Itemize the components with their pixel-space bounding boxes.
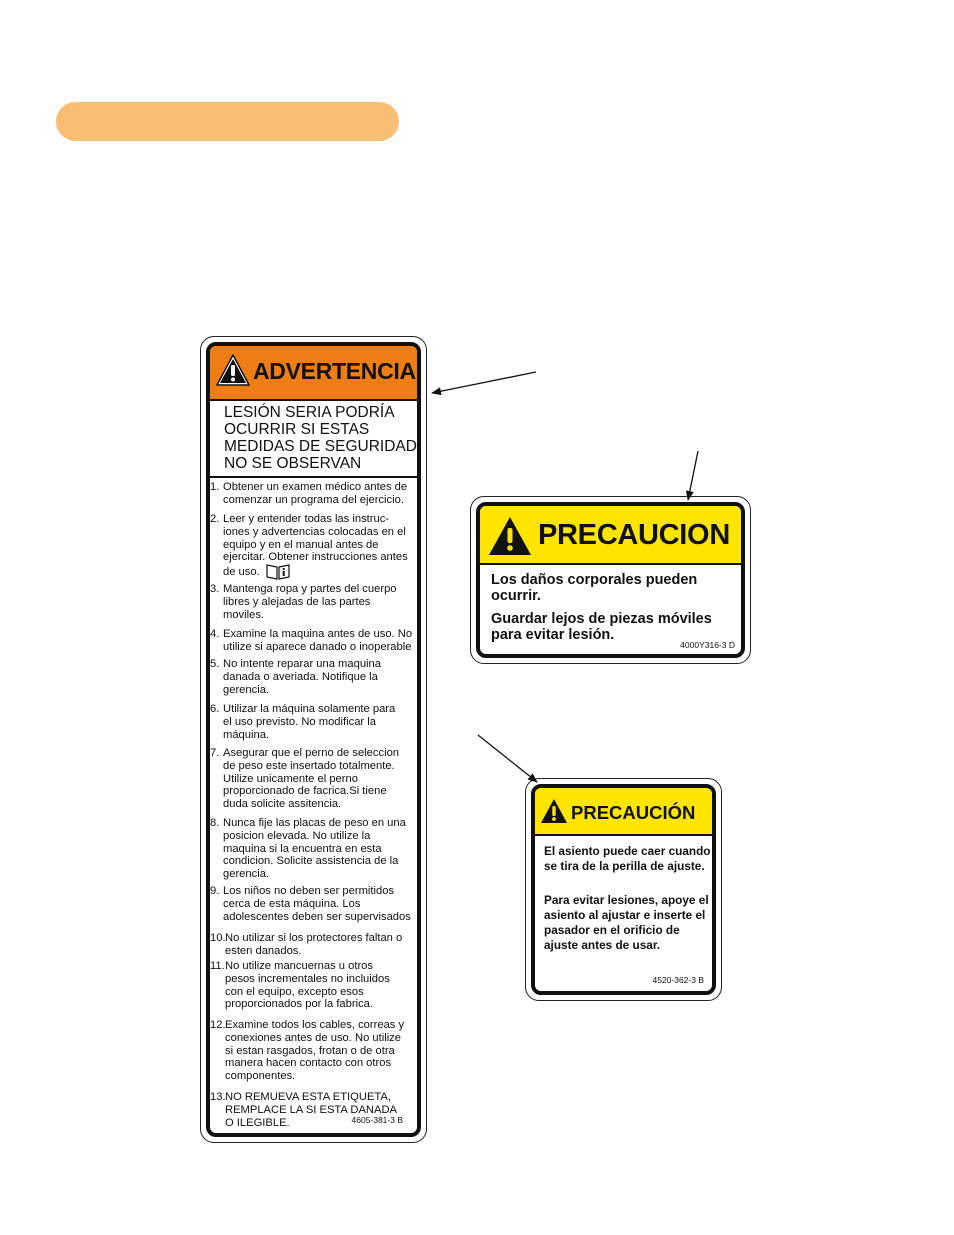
list-item: 13. NO REMUEVA ESTA ETIQUETA, REMPLACE LA SI ESTA DANADA O ILEGIBLE. (210, 1091, 398, 1129)
advertencia-title: ADVERTENCIA (253, 358, 416, 384)
list-item: 6. Utilizar la máquina solamente para el uso previsto. No modificar la máquina. (210, 703, 396, 741)
arrow-to-advertencia (432, 372, 536, 393)
advertencia-header (210, 346, 417, 401)
list-item: 2. Leer y entender todas las instruc- iones y advertencias colocadas en el equipo y en el manual antes de ejercitar. Obtener instrucciones antes de uso. (210, 513, 421, 580)
list-item: 3. Mantenga ropa y partes del cuerpo libres y alejadas de las partes moviles. (210, 583, 397, 621)
advertencia-divider (210, 476, 417, 478)
list-item: 7. Asegurar que el perno de seleccion de peso este insertado totalmente. Utilize unicamente el perno proporcionado de facrica.Si tiene duda solicite assitencia. (210, 747, 400, 811)
precaucion-seat-title: PRECAUCIÓN (571, 802, 696, 823)
advertencia-label (200, 336, 427, 1143)
list-item: 12. Examine todos los cables, correas y conexiones antes de uso. No utilize si estan rasgados, frotan o de otra manera hacen contacto con otros componentes. (210, 1019, 405, 1083)
manual-book-icon (266, 564, 290, 580)
advertencia-subtitle: LESIÓN SERIA PODRÍA OCURRIR SI ESTAS MEDIDAS DE SEGURIDAD NO SE OBSERVAN (224, 404, 417, 472)
list-item: 1. Obtener un examen médico antes de comenzar un programa del ejercicio. (210, 481, 408, 506)
precaucion-part-code: 4000Y316-3 D (680, 640, 735, 650)
warning-triangle-icon (488, 516, 532, 556)
list-item: 10. No utilizar si los protectores faltan o esten danados. (210, 932, 403, 957)
precaucion-seat-part-code: 4520-362-3 B (652, 975, 704, 985)
warning-triangle-icon (216, 354, 250, 386)
precaucion-seat-statement: El asiento puede caer cuando se tira de la perilla de ajuste. (544, 844, 711, 873)
advertencia-label-frame (206, 342, 421, 1137)
precaucion-label (470, 496, 751, 664)
precaucion-statement: Los daños corporales pueden ocurrir. (491, 572, 698, 604)
section-header-bar (56, 102, 399, 141)
advertencia-part-code: 4605-381-3 B (351, 1115, 403, 1125)
precaucion-seat-instruction: Para evitar lesiones, apoye el asiento al ajustar e inserte el pasador en el orificio de ajuste antes de usar. (544, 893, 709, 952)
list-item: 4. Examine la maquina antes de uso. No utilize si aparece danado o inoperable (210, 628, 413, 653)
arrow-to-precaucion-seat (478, 735, 537, 782)
precaucion-seat-header (535, 788, 712, 836)
precaucion-seat-label (525, 778, 722, 1001)
precaucion-header (480, 506, 741, 565)
warning-triangle-icon (540, 798, 568, 824)
precaucion-label-frame (476, 502, 745, 658)
precaucion-title: PRECAUCION (538, 519, 730, 551)
precaucion-instruction: Guardar lejos de piezas móviles para evitar lesión. (491, 611, 712, 643)
precaucion-seat-label-frame (531, 784, 716, 995)
list-item: 5. No intente reparar una maquina danada o averiada. Notifique la gerencia. (210, 658, 381, 696)
list-item: 11. No utilize mancuernas u otros pesos incrementales no incluidos con el equipo, excepto esos proporcionados por la fabrica. (210, 960, 390, 1011)
arrow-to-precaucion (688, 451, 698, 500)
list-item: 9. Los niños no deben ser permitidos cerca de esta máquina. Los adolescentes deben ser supervisados (210, 885, 411, 923)
list-item: 8. Nunca fije las placas de peso en una posicion elevada. No utilize la maquina si la encuentra en esta condicion. Solicite assistencia de la gerencia. (210, 817, 406, 881)
